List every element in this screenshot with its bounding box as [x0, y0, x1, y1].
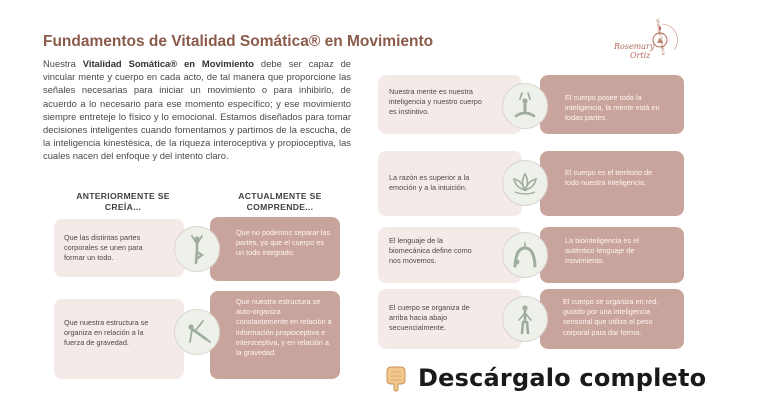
right-row-1-now-text: El cuerpo posee toda la inteligencia, la mente está en todas partes.: [565, 93, 660, 123]
lotus-icon: [508, 166, 542, 200]
right-row-3-before-text: El lenguaje de la biomecánica define como nos movemos.: [389, 236, 472, 266]
intro-text-start: Nuestra: [43, 58, 83, 69]
right-row-1-icon-circle: [502, 83, 548, 129]
meditation-arms-up-icon: [508, 89, 542, 123]
right-row-4-before-text: El cuerpo se organiza de arriba hacia abajo secuencialmente.: [389, 303, 470, 333]
tree-pose-icon: [180, 232, 214, 266]
pointing-down-hand-icon: [382, 364, 410, 392]
column-header-before: ANTERIORMENTE SE CREÍA...: [76, 191, 170, 212]
left-row-2-now-text: Que nuestra estructura se auto-organiza constantemente en relación a información propioceptiva e interoceptiva, y en relación a la gravedad.: [236, 297, 332, 358]
download-cta-label[interactable]: Descárgalo completo: [418, 364, 707, 392]
backbend-pose-icon: [508, 238, 542, 272]
right-row-4-icon-circle: [502, 296, 548, 342]
right-row-1-before-text: Nuestra mente es nuestra inteligencia y nuestro cuerpo es instintivo.: [389, 87, 482, 117]
download-cta[interactable]: [382, 364, 706, 392]
intro-paragraph: [43, 57, 351, 163]
right-row-2-icon-circle: [502, 160, 548, 206]
standing-figure-icon: [508, 302, 542, 336]
side-plank-pose-icon: [180, 315, 214, 349]
page-title: Fundamentos de Vitalidad Somática® en Movimiento: [43, 33, 434, 50]
logo-arc-text: Vitalidad Somática: [655, 18, 667, 56]
left-row-1-icon-circle: [174, 226, 220, 272]
logo-name-line1: Rosemary: [614, 42, 655, 51]
right-row-3-icon-circle: [502, 232, 548, 278]
intro-bold-term: Vitalidad Somática® en Movimiento: [82, 58, 255, 69]
right-row-4-now-text: El cuerpo se organiza en red, guiado por una inteligencia sensorial que utiliza el peso corporal para dar forma.: [563, 297, 659, 337]
left-row-1-now-text: Que no podemos separar las partes, ya que el cuerpo es un todo integrado.: [236, 228, 331, 258]
right-row-2-now-text: El cuerpo es el territorio de todo nuestra inteligencia.: [565, 168, 653, 188]
left-row-2-icon-circle: [174, 309, 220, 355]
right-row-3-now-text: La biointeligencia es el auténtico lenguaje de movimiento.: [565, 236, 639, 266]
column-header-now: ACTUALMENTE SE COMPRENDE...: [238, 191, 322, 212]
left-row-1-before-text: Que las distintas partes corporales se unen para formar un todo.: [64, 233, 143, 263]
right-row-2-before-text: La razón es superior a la emoción y a la intuición.: [389, 173, 470, 193]
left-row-2-before-text: Que nuestra estructura se organiza en relación a la fuerza de gravedad.: [64, 318, 149, 348]
logo-name-line2: Ortiz: [630, 51, 651, 60]
intro-text-rest: debe ser capaz de vincular mente y cuerpo en cada acto, de tal manera que proporcione las señales necesarias para iniciar un movimiento o para inhibirlo, de acuerdo a lo necesario para ese momento específico; y ese movimiento siempre entreteje lo físico y lo emocional. Estamos diseñados para tomar decisiones inteligentes cuando fomentamos y partimos de la escucha, de la inteligencia kinestésica, de la riqueza interoceptiva y propioceptiva, las cuales nacen del enfoque y del intento claro.: [43, 58, 351, 162]
brand-logo: [612, 20, 678, 66]
